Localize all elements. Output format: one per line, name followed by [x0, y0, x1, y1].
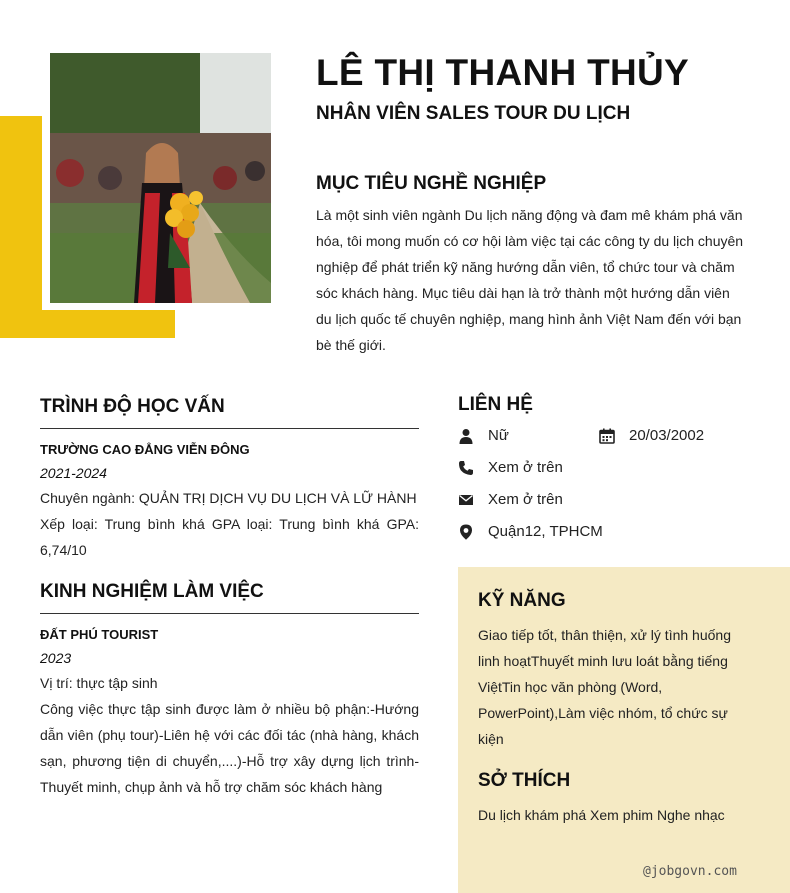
hobbies-text: Du lịch khám phá Xem phim Nghe nhạc — [478, 807, 725, 823]
contact-heading: LIÊN HỆ — [458, 394, 533, 415]
experience-position: Vị trí: thực tập sinh — [40, 675, 158, 691]
yellow-accent-bar — [0, 310, 175, 338]
contact-email — [458, 491, 563, 508]
education-heading: TRÌNH ĐỘ HỌC VẤN — [40, 396, 225, 417]
objective-heading: MỤC TIÊU NGHỀ NGHIỆP — [316, 173, 547, 194]
education-major: Chuyên ngành: QUẢN TRỊ DỊCH VỤ DU LỊCH VÀ LỮ HÀNH — [40, 490, 417, 506]
skills-text: Giao tiếp tốt, thân thiện, xử lý tình huống linh hoạtThuyết minh lưu loát bằng tiếng ViệtTin học văn phòng (Word, PowerPoint),Làm việc nhóm, tổ chức sự kiện — [478, 627, 731, 747]
phone-icon — [458, 460, 474, 476]
yellow-accent-block — [0, 116, 42, 338]
education-divider — [40, 428, 419, 429]
objective-text: Là một sinh viên ngành Du lịch năng động và đam mê khám phá văn hóa, tôi mong muốn có cơ hội làm việc tại các công ty du lịch chuyên nghiệp để phát triển kỹ năng hướng dẫn viên, tổ chức tour và chăm sóc khách hàng. Mục tiêu dài hạn là trở thành một hướng dẫn viên du lịch quốc tế chuyên nghiệp, mang hình ảnh Việt Nam đến với bạn bè thế giới. — [316, 207, 744, 353]
candidate-name: LÊ THỊ THANH THỦY — [316, 52, 690, 93]
job-title: NHÂN VIÊN SALES TOUR DU LỊCH — [316, 103, 631, 124]
profile-photo — [50, 53, 271, 303]
location-pin-icon — [458, 524, 474, 540]
education-school: TRƯỜNG CAO ĐẲNG VIỄN ĐÔNG — [40, 442, 250, 457]
calendar-icon — [599, 428, 615, 444]
education-years: 2021-2024 — [40, 465, 107, 481]
birthday-value: 20/03/2002 — [629, 427, 705, 444]
person-icon — [458, 428, 474, 444]
contact-phone — [458, 459, 563, 476]
address-value: Quận12, TPHCM — [488, 523, 603, 540]
experience-years: 2023 — [40, 650, 72, 666]
education-grade: Xếp loại: Trung bình khá GPA loại: Trung bình khá GPA: 6,74/10 — [40, 516, 419, 558]
gender-value: Nữ — [488, 427, 509, 444]
contact-gender — [458, 427, 509, 444]
experience-heading: KINH NGHIỆM LÀM VIỆC — [40, 581, 264, 602]
email-value: Xem ở trên — [488, 491, 563, 508]
phone-value: Xem ở trên — [488, 459, 563, 476]
contact-address — [458, 523, 603, 540]
experience-divider — [40, 613, 419, 614]
watermark: @jobgovn.com — [643, 864, 737, 879]
experience-company: ĐẤT PHÚ TOURIST — [40, 627, 159, 642]
contact-birthday — [599, 427, 704, 444]
experience-description: Công việc thực tập sinh được làm ở nhiều bộ phận:-Hướng dẫn viên (phụ tour)-Liên hệ với các đối tác (nhà hàng, khách sạn, phương tiện di chuyển,....)-Hỗ trợ xây dựng lịch trình-Thuyết minh, chụp ảnh và hỗ trợ chăm sóc khách hàng — [40, 701, 419, 795]
hobbies-heading: SỞ THÍCH — [478, 770, 571, 791]
skills-heading: KỸ NĂNG — [478, 590, 566, 611]
mail-icon — [458, 492, 474, 508]
